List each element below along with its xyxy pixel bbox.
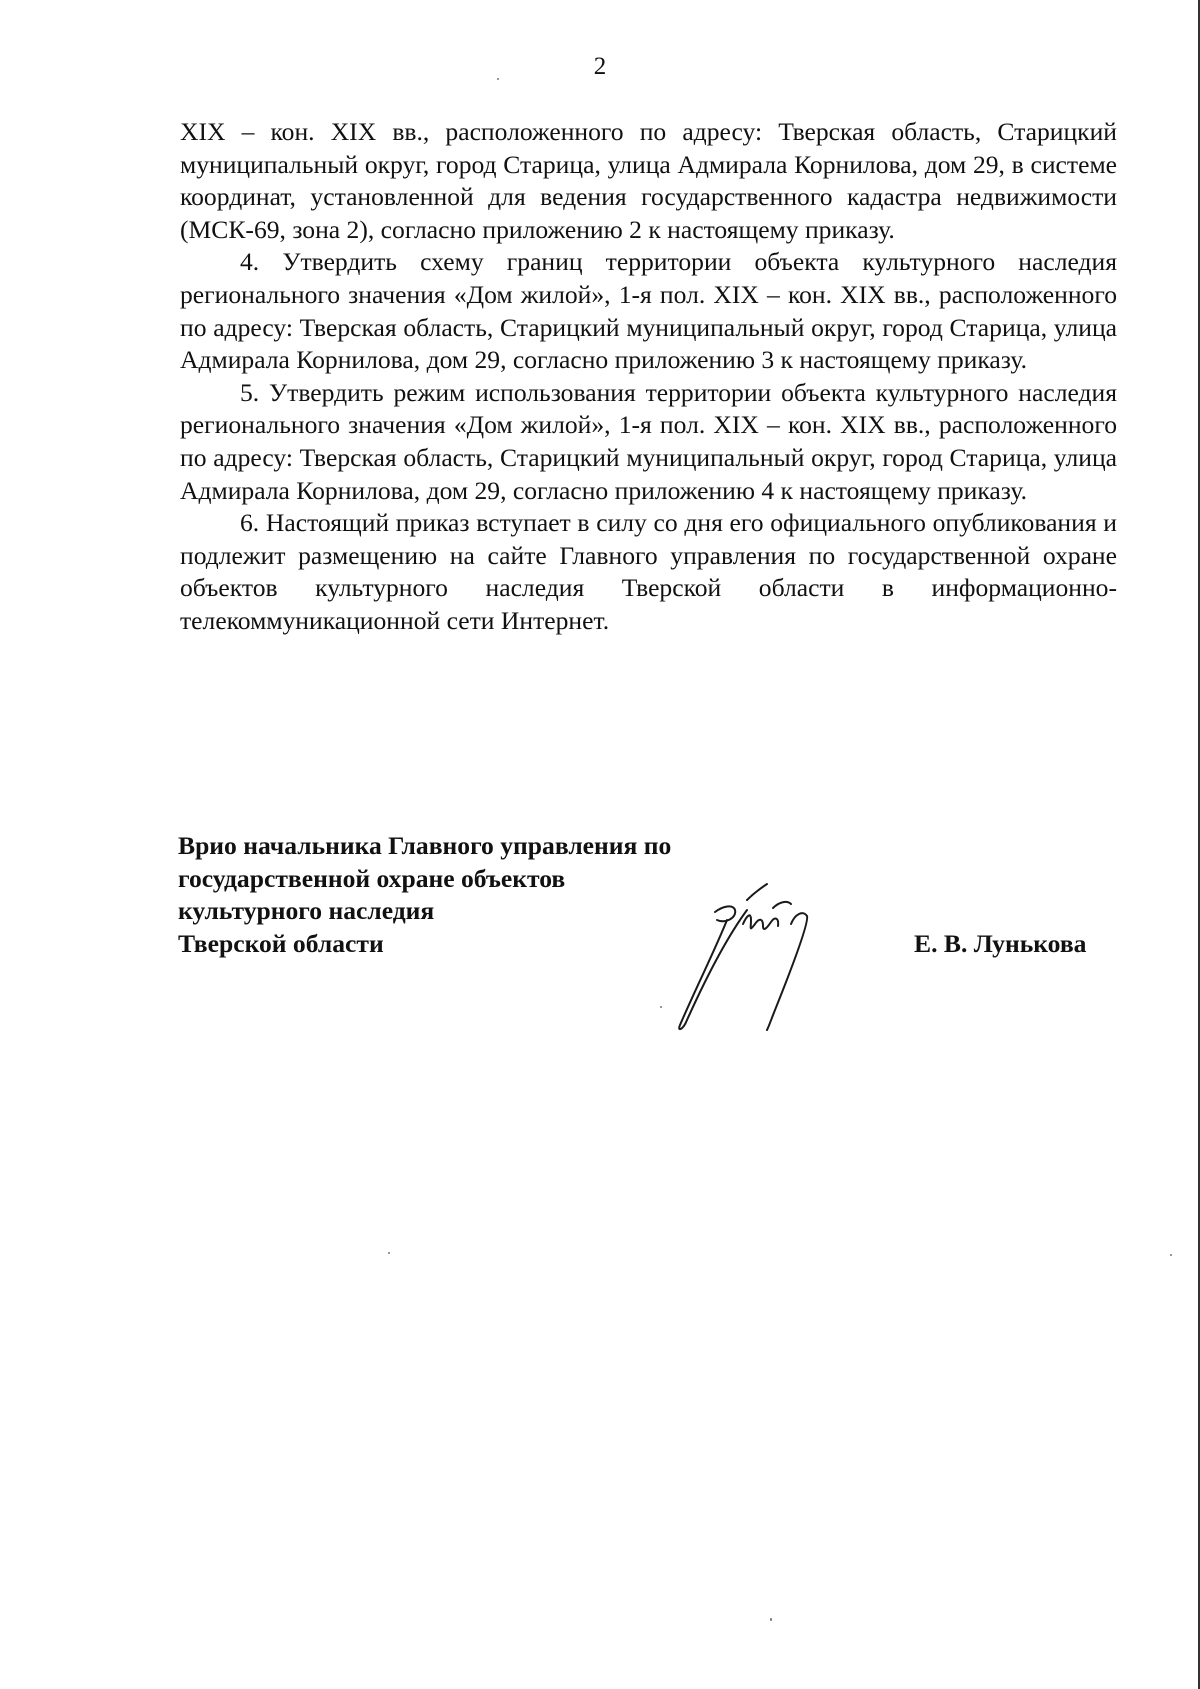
page-number: 2 xyxy=(593,53,607,80)
document-body xyxy=(180,116,1117,638)
paragraph-item-6: 6. Настоящий приказ вступает в силу со дня его официального опубликования и подлежит размещению на сайте Главного управления по государственной охране объектов культурного наследия Тверской области в информационно-телекоммуникационной сети Интернет. xyxy=(180,508,1117,635)
signatory-title-line: государственной охране объектов xyxy=(178,863,566,893)
scan-speck xyxy=(1170,1254,1172,1256)
paragraph-item-5: 5. Утвердить режим использования территории объекта культурного наследия регионального значения «Дом жилой», 1-я пол. XIX – кон. XIX вв., расположенного по адресу: Тверская область, Старицкий муниципальный округ, город Старица, улица Адмирала Корнилова, дом 29, согласно приложению 4 к настоящему приказу. xyxy=(180,377,1117,505)
signatory-title xyxy=(178,830,738,960)
scan-speck xyxy=(770,1618,772,1621)
signatory-title-line: Тверской области xyxy=(178,928,384,958)
scan-speck xyxy=(388,1252,390,1254)
scan-speck xyxy=(497,78,499,80)
signatory-name: Е. В. Лунькова xyxy=(914,929,1087,958)
paragraph-continuation: XIX – кон. XIX вв., расположенного по адресу: Тверская область, Старицкий муниципальный округ, город Старица, улица Адмирала Корнилова, дом 29, в системе координат, установленной для ведения государственного кадастра недвижимости (МСК-69, зона 2), согласно приложению 2 к настоящему приказу. xyxy=(180,117,1117,244)
signatory-title-line: культурного наследия xyxy=(178,896,435,926)
signatory-title-line: Врио начальника Главного управления по xyxy=(178,831,672,860)
paragraph-item-4: 4. Утвердить схему границ территории объекта культурного наследия регионального значения «Дом жилой», 1-я пол. XIX – кон. XIX вв., расположенного по адресу: Тверская область, Старицкий муниципальный округ, город Старица, улица Адмирала Корнилова, дом 29, согласно приложению 3 к настоящему приказу. xyxy=(180,247,1117,375)
scan-speck xyxy=(660,1006,662,1008)
handwritten-signature xyxy=(675,880,865,1050)
